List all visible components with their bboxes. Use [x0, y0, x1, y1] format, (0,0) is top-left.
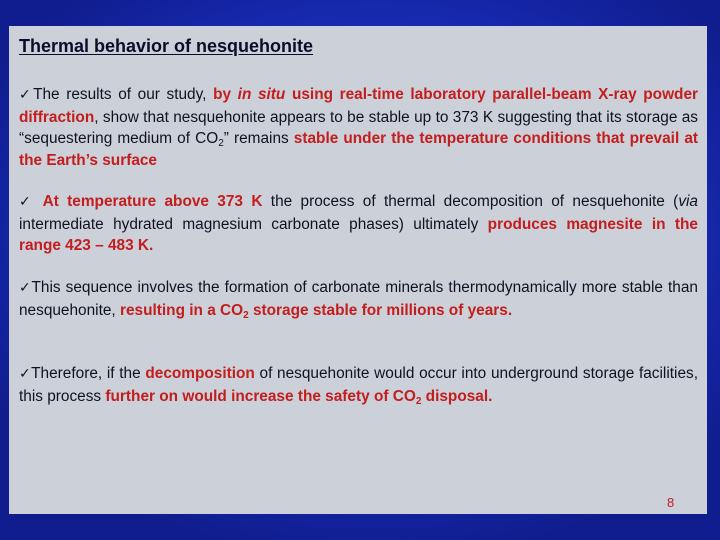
checkmark-icon: ✓: [19, 194, 35, 210]
subscript: 2: [415, 395, 422, 407]
highlight-span: stable under the temperature conditions that prevail at the Earth’s surface: [19, 130, 699, 169]
highlight-span: resulting in a CO: [119, 301, 244, 319]
highlight-span: further on would increase the safety of CO: [105, 387, 416, 405]
paragraph-sequence: [19, 277, 698, 321]
text-span: intermediate hydrated magnesium carbonate phases) ultimately: [19, 215, 488, 233]
text-span: of nesquehonite would occur into underground storage facilities, this process: [19, 365, 698, 405]
highlight-span: produces magnesite in the range 423 – 483 K.: [19, 215, 698, 254]
highlight-span: disposal.: [421, 387, 493, 405]
checkmark-icon: ✓: [19, 280, 32, 296]
checkmark-icon: ✓: [19, 366, 32, 382]
paragraph-study-results: [19, 84, 698, 171]
highlight-italic-span: in situ: [237, 86, 286, 103]
paragraph-conclusion: [19, 363, 698, 407]
italic-span: via: [678, 193, 698, 210]
highlight-span: by: [213, 86, 238, 103]
text-span: Therefore, if the: [31, 365, 146, 382]
highlight-span: At temperature above 373 K: [34, 193, 263, 210]
highlight-span: decomposition: [145, 365, 255, 382]
page-number: 8: [667, 495, 675, 510]
text-span: The results of our study,: [33, 86, 214, 103]
paragraph-decomposition: [19, 191, 698, 257]
subscript: 2: [218, 138, 224, 149]
slide-title: Thermal behavior of nesquehonite: [19, 36, 314, 56]
subscript: 2: [243, 309, 249, 321]
checkmark-icon: ✓: [19, 87, 34, 103]
text-span: This sequence involves the formation of carbonate minerals thermodynamically more stable than nesquehonite,: [19, 279, 698, 319]
highlight-span: storage stable for millions of years.: [248, 301, 513, 319]
highlight-span: using real-time laboratory parallel-beam X-ray powder diffraction: [19, 86, 698, 126]
text-span: , show that nesquehonite appears to be stable up to 373 K suggesting that its storage as “sequestering medium of CO: [19, 108, 698, 147]
text-span: ” remains: [223, 130, 294, 147]
text-span: the process of thermal decomposition of nesquehonite (: [262, 193, 679, 210]
